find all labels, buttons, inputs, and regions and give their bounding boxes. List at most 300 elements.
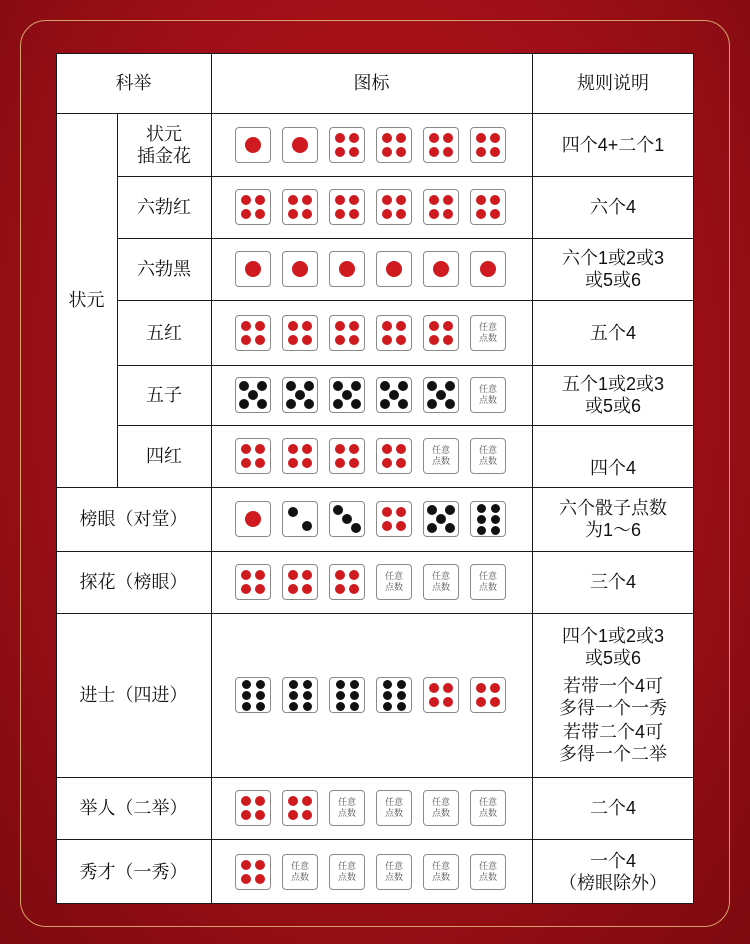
any-face-die — [470, 377, 506, 413]
die-face-4 — [329, 127, 365, 163]
group-label-text: 状元 — [68, 290, 105, 310]
die-pip — [288, 796, 298, 806]
die-pip — [288, 570, 298, 580]
die-pip — [491, 515, 500, 524]
row-rule-line: 六个骰子点数 — [559, 498, 667, 518]
any-face-label — [424, 855, 458, 889]
any-face-line1: 任意 — [431, 860, 450, 871]
row-label — [117, 113, 211, 176]
die-pip — [255, 584, 265, 594]
die-pip — [396, 444, 406, 454]
row-label — [117, 365, 211, 425]
die-pip — [477, 515, 486, 524]
table-rule-line — [117, 300, 694, 301]
any-face-line1: 任意 — [478, 445, 497, 455]
die-pip — [349, 584, 359, 594]
any-face-die — [423, 790, 459, 826]
die-pip — [302, 796, 312, 806]
die-pip — [333, 505, 343, 515]
row-rule-line: 四个4+二个1 — [561, 134, 665, 155]
row-rule — [532, 551, 694, 613]
die-face-4 — [282, 315, 318, 351]
die-pip — [382, 133, 392, 143]
die-face-6 — [470, 501, 506, 537]
die-pip — [396, 507, 406, 517]
table-rule-line — [117, 238, 694, 239]
table-rule-line — [56, 777, 694, 778]
die-pip — [476, 209, 486, 219]
any-face-die — [329, 854, 365, 890]
any-face-die — [376, 854, 412, 890]
die-pip — [397, 680, 406, 689]
any-face-line2: 点数 — [290, 871, 309, 882]
die-face-4 — [423, 677, 459, 713]
die-face-6 — [282, 677, 318, 713]
die-pip — [342, 514, 352, 524]
die-pip — [383, 680, 392, 689]
row-label-line: 状元 — [146, 123, 182, 144]
die-pip — [429, 321, 439, 331]
die-pip — [429, 209, 439, 219]
die-face-4 — [235, 189, 271, 225]
any-face-line1: 任意 — [384, 797, 403, 807]
die-pip — [477, 504, 486, 513]
die-pip — [288, 195, 298, 205]
row-rule-line: 五个4 — [589, 322, 636, 343]
any-face-line1: 任意 — [290, 860, 309, 871]
die-face-1 — [282, 251, 318, 287]
die-pip — [349, 147, 359, 157]
any-face-line1: 任意 — [431, 797, 450, 807]
table-rule-line — [117, 365, 694, 366]
row-label — [56, 551, 211, 613]
any-face-line2: 点数 — [431, 871, 450, 882]
any-face-label — [424, 565, 458, 599]
die-pip — [302, 810, 312, 820]
die-pip — [288, 507, 298, 517]
die-pip — [386, 261, 402, 277]
die-pip — [476, 195, 486, 205]
die-pip — [433, 261, 449, 277]
die-face-5 — [235, 377, 271, 413]
die-pip — [241, 458, 251, 468]
die-pip — [429, 133, 439, 143]
die-pip — [350, 691, 359, 700]
die-pip — [302, 209, 312, 219]
die-pip — [288, 321, 298, 331]
die-pip — [427, 505, 437, 515]
die-pip — [389, 390, 399, 400]
die-pip — [382, 507, 392, 517]
die-pip — [255, 458, 265, 468]
row-label — [117, 425, 211, 487]
die-face-6 — [376, 677, 412, 713]
die-pip — [289, 702, 298, 711]
row-rule-line: 为1～6 — [584, 520, 642, 540]
die-pip — [350, 680, 359, 689]
die-pip — [239, 399, 249, 409]
die-face-3 — [329, 501, 365, 537]
row-rule-line: 六个4 — [589, 197, 636, 217]
die-pip — [241, 444, 251, 454]
any-face-label — [471, 316, 505, 350]
die-pip — [241, 321, 251, 331]
row-label-line: 举人（二举） — [79, 798, 188, 818]
die-face-4 — [235, 854, 271, 890]
row-label — [56, 777, 211, 839]
die-pip — [445, 399, 455, 409]
die-pip — [248, 390, 258, 400]
die-pip — [429, 683, 439, 693]
die-pip — [349, 570, 359, 580]
die-pip — [288, 209, 298, 219]
row-label-line: 插金花 — [137, 145, 191, 166]
die-face-4 — [470, 189, 506, 225]
die-pip — [380, 399, 390, 409]
any-face-line1: 任意 — [478, 797, 497, 807]
header-exam-rank-text: 科举 — [115, 73, 152, 93]
row-rule — [532, 300, 694, 365]
die-pip — [476, 683, 486, 693]
die-pip — [349, 133, 359, 143]
die-pip — [242, 691, 251, 700]
die-pip — [241, 796, 251, 806]
any-face-label — [471, 439, 505, 473]
any-face-label — [471, 855, 505, 889]
row-rule-line: 六个1或2或3 — [561, 248, 665, 268]
die-pip — [427, 381, 437, 391]
die-pip — [443, 321, 453, 331]
die-pip — [255, 209, 265, 219]
table-rule-line — [532, 53, 533, 904]
die-pip — [427, 399, 437, 409]
die-pip — [335, 321, 345, 331]
die-pip — [335, 209, 345, 219]
die-pip — [382, 458, 392, 468]
die-pip — [443, 683, 453, 693]
die-pip — [490, 133, 500, 143]
die-pip — [302, 335, 312, 345]
die-pip — [443, 697, 453, 707]
die-face-4 — [329, 564, 365, 600]
die-pip — [335, 133, 345, 143]
die-pip — [256, 680, 265, 689]
row-rule-line: 多得一个一秀 — [559, 698, 667, 718]
row-label — [56, 839, 211, 904]
group-label-zhuangyuan — [56, 113, 117, 487]
header-rule-text: 规则说明 — [577, 73, 649, 93]
die-pip — [336, 702, 345, 711]
any-face-die — [282, 854, 318, 890]
any-face-line1: 任意 — [431, 571, 450, 581]
die-pip — [333, 399, 343, 409]
die-pip — [255, 335, 265, 345]
die-pip — [255, 860, 265, 870]
header-exam-rank — [56, 53, 211, 113]
any-face-line1: 任意 — [478, 860, 497, 871]
any-face-line2: 点数 — [478, 395, 497, 405]
any-face-line1: 任意 — [431, 445, 450, 455]
die-pip — [397, 691, 406, 700]
die-pip — [255, 321, 265, 331]
row-rule — [532, 613, 694, 777]
die-pip — [349, 444, 359, 454]
die-pip — [242, 680, 251, 689]
die-pip — [350, 702, 359, 711]
any-face-die — [329, 790, 365, 826]
die-pip — [429, 335, 439, 345]
any-face-line2: 点数 — [431, 582, 450, 592]
die-face-4 — [376, 438, 412, 474]
die-pip — [335, 195, 345, 205]
die-face-4 — [470, 127, 506, 163]
die-pip — [302, 570, 312, 580]
die-pip — [396, 133, 406, 143]
die-face-6 — [329, 677, 365, 713]
table-rule-line — [56, 613, 694, 614]
row-label — [56, 613, 211, 777]
table-rule-line — [56, 113, 694, 114]
die-pip — [335, 444, 345, 454]
die-pip — [351, 523, 361, 533]
table-rule-line — [117, 425, 694, 426]
die-pip — [302, 195, 312, 205]
any-face-die — [470, 790, 506, 826]
die-pip — [382, 195, 392, 205]
die-pip — [255, 874, 265, 884]
table-rule-line — [56, 839, 694, 840]
die-pip — [288, 335, 298, 345]
die-face-5 — [329, 377, 365, 413]
die-pip — [476, 147, 486, 157]
row-rule — [532, 487, 694, 551]
die-face-4 — [376, 127, 412, 163]
die-pip — [241, 209, 251, 219]
row-rule-line: 或5或6 — [584, 648, 642, 668]
die-pip — [445, 505, 455, 515]
die-face-1 — [235, 251, 271, 287]
header-rule — [532, 53, 694, 113]
table-rule-line — [693, 53, 694, 904]
row-rule-line: 四个4 — [589, 458, 636, 478]
any-face-line2: 点数 — [384, 582, 403, 592]
table-rule-line — [56, 487, 694, 488]
die-pip — [302, 584, 312, 594]
die-pip — [382, 335, 392, 345]
die-pip — [383, 691, 392, 700]
row-label — [117, 176, 211, 238]
die-pip — [382, 147, 392, 157]
row-rule-line: 或5或6 — [584, 270, 642, 290]
header-icons-text: 图标 — [353, 73, 390, 93]
die-pip — [349, 321, 359, 331]
row-label-line: 五红 — [146, 322, 182, 343]
die-pip — [292, 137, 308, 153]
dice-rules-table — [56, 53, 694, 904]
table-rule-line — [56, 551, 694, 552]
any-face-label — [377, 855, 411, 889]
die-pip — [242, 702, 251, 711]
die-pip — [333, 381, 343, 391]
die-face-4 — [329, 315, 365, 351]
any-face-line2: 点数 — [478, 332, 497, 343]
die-pip — [256, 702, 265, 711]
die-pip — [349, 195, 359, 205]
die-pip — [288, 584, 298, 594]
die-pip — [295, 390, 305, 400]
die-pip — [445, 523, 455, 533]
die-pip — [241, 335, 251, 345]
any-face-die — [376, 564, 412, 600]
row-label-line: 六勃红 — [137, 197, 191, 217]
any-face-die — [470, 438, 506, 474]
table-rule-line — [211, 53, 212, 904]
die-pip — [398, 399, 408, 409]
row-rule-line: 五个1或2或3 — [561, 374, 665, 394]
row-label-line: 进士（四进） — [79, 685, 188, 705]
die-pip — [436, 514, 446, 524]
die-pip — [241, 860, 251, 870]
die-pip — [382, 444, 392, 454]
row-label-line: 五子 — [146, 385, 182, 405]
die-pip — [239, 381, 249, 391]
any-face-die — [470, 854, 506, 890]
die-pip — [339, 261, 355, 277]
any-face-line2: 点数 — [337, 871, 356, 882]
die-face-4 — [423, 127, 459, 163]
die-pip — [476, 133, 486, 143]
die-pip — [351, 399, 361, 409]
any-face-line2: 点数 — [431, 456, 450, 466]
any-face-die — [470, 315, 506, 351]
die-pip — [303, 702, 312, 711]
row-rule — [532, 839, 694, 904]
die-pip — [349, 335, 359, 345]
row-rule-line: 或5或6 — [584, 396, 642, 416]
die-face-4 — [282, 790, 318, 826]
die-pip — [490, 195, 500, 205]
die-face-2 — [282, 501, 318, 537]
die-pip — [302, 458, 312, 468]
row-rule-line: 二个4 — [589, 798, 636, 818]
any-face-die — [423, 564, 459, 600]
die-pip — [335, 458, 345, 468]
die-face-1 — [423, 251, 459, 287]
any-face-line2: 点数 — [337, 808, 356, 818]
die-face-1 — [470, 251, 506, 287]
die-face-4 — [329, 438, 365, 474]
die-face-1 — [329, 251, 365, 287]
die-face-4 — [423, 189, 459, 225]
table-rule-line — [117, 176, 694, 177]
die-pip — [289, 680, 298, 689]
die-face-4 — [329, 189, 365, 225]
die-pip — [490, 697, 500, 707]
die-pip — [396, 195, 406, 205]
die-pip — [241, 570, 251, 580]
die-pip — [397, 702, 406, 711]
die-pip — [288, 810, 298, 820]
die-pip — [335, 584, 345, 594]
any-face-line1: 任意 — [384, 860, 403, 871]
die-face-4 — [376, 189, 412, 225]
row-label — [56, 487, 211, 551]
any-face-line2: 点数 — [384, 871, 403, 882]
any-face-line2: 点数 — [478, 808, 497, 818]
die-pip — [255, 444, 265, 454]
row-label-line: 四红 — [146, 446, 182, 466]
any-face-line2: 点数 — [384, 808, 403, 818]
die-pip — [429, 195, 439, 205]
die-pip — [335, 335, 345, 345]
die-pip — [255, 796, 265, 806]
row-rule-line: 若带二个4可 — [562, 722, 663, 742]
any-face-line1: 任意 — [384, 571, 403, 581]
any-face-die — [376, 790, 412, 826]
row-label-line: 秀才（一秀） — [79, 861, 188, 882]
die-face-1 — [282, 127, 318, 163]
die-face-4 — [282, 189, 318, 225]
die-pip — [241, 584, 251, 594]
row-rule-line: 若带一个4可 — [562, 676, 663, 696]
die-pip — [380, 381, 390, 391]
row-rule-line: （榜眼除外） — [559, 872, 667, 893]
die-pip — [490, 147, 500, 157]
die-pip — [286, 381, 296, 391]
die-pip — [336, 680, 345, 689]
any-face-line2: 点数 — [478, 456, 497, 466]
die-pip — [443, 195, 453, 205]
any-face-label — [377, 565, 411, 599]
row-rule — [532, 238, 694, 300]
row-rule-line: 多得一个二举 — [559, 744, 667, 764]
die-pip — [336, 691, 345, 700]
die-pip — [289, 691, 298, 700]
row-label-line: 榜眼（对堂） — [79, 509, 188, 529]
row-rule-line: 三个4 — [589, 572, 636, 592]
table-rule-line — [56, 53, 57, 904]
die-pip — [443, 147, 453, 157]
die-pip — [303, 691, 312, 700]
die-face-4 — [470, 677, 506, 713]
row-label-line: 探花（榜眼） — [79, 572, 188, 592]
die-face-4 — [423, 315, 459, 351]
row-label — [117, 300, 211, 365]
row-rule-line: 四个1或2或3 — [561, 626, 665, 646]
any-face-line1: 任意 — [337, 860, 356, 871]
any-face-line2: 点数 — [478, 871, 497, 882]
any-face-die — [470, 564, 506, 600]
die-pip — [490, 683, 500, 693]
row-label-line: 六勃黑 — [137, 259, 191, 279]
die-pip — [480, 261, 496, 277]
die-pip — [255, 810, 265, 820]
table-rule-line — [117, 113, 118, 487]
die-face-5 — [423, 501, 459, 537]
die-face-4 — [282, 564, 318, 600]
any-face-die — [423, 854, 459, 890]
table-rule-line — [56, 53, 694, 54]
die-pip — [349, 209, 359, 219]
die-face-4 — [235, 438, 271, 474]
any-face-die — [423, 438, 459, 474]
any-face-label — [471, 565, 505, 599]
any-face-label — [471, 378, 505, 412]
any-face-line1: 任意 — [478, 321, 497, 332]
any-face-line2: 点数 — [431, 808, 450, 818]
die-pip — [351, 381, 361, 391]
die-pip — [491, 504, 500, 513]
